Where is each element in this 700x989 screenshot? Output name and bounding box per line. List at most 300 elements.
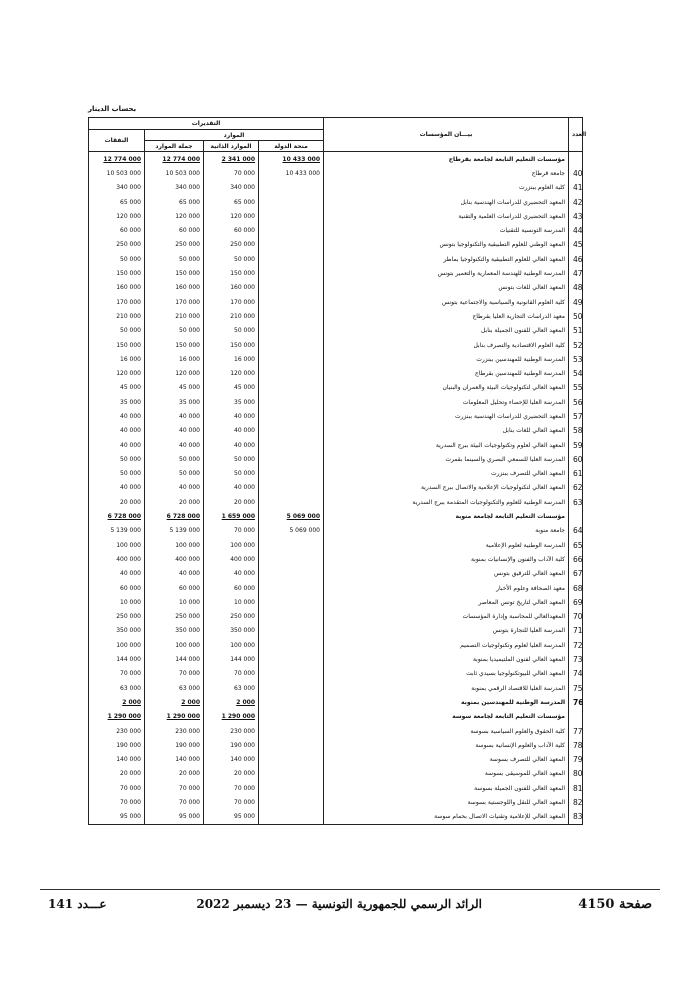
state-grant-cell <box>259 567 324 581</box>
expenses-cell: 210 000 <box>89 309 145 323</box>
state-grant-cell <box>259 338 324 352</box>
institution-name: كلية الآداب والفنون والإنسانيات بمنوبة <box>324 552 569 566</box>
table-row <box>89 724 583 738</box>
own-resources-cell: 150 000 <box>204 338 259 352</box>
row-number: 55 <box>569 381 583 395</box>
resources-header: الموارد <box>145 130 324 141</box>
total-resources-cell: 170 000 <box>145 295 204 309</box>
institution-name: المعهد التحضيري للدراسات الهندسية بنابل <box>324 195 569 209</box>
row-number: 61 <box>569 467 583 481</box>
table-row <box>89 238 583 252</box>
own-resources-cell: 70 000 <box>204 166 259 180</box>
total-resources-cell: 160 000 <box>145 281 204 295</box>
table-row <box>89 781 583 795</box>
table-row <box>89 381 583 395</box>
own-resources-cell: 190 000 <box>204 738 259 752</box>
own-resources-cell: 35 000 <box>204 395 259 409</box>
row-number: 43 <box>569 209 583 223</box>
table-row <box>89 538 583 552</box>
total-resources-cell: 10 000 <box>145 595 204 609</box>
own-resources-cell: 100 000 <box>204 538 259 552</box>
state-grant-cell <box>259 581 324 595</box>
institutions-header: بيـــان المؤسسات <box>324 118 569 152</box>
institution-name: المعهد العالي للترقيق بتونس <box>324 567 569 581</box>
total-resources-cell: 100 000 <box>145 638 204 652</box>
own-resources-cell: 95 000 <box>204 810 259 825</box>
expenses-cell: 70 000 <box>89 781 145 795</box>
institution-name: المعهد التحضيري للدراسات الهندسية ببنزرت <box>324 409 569 423</box>
own-resources-cell: 1 659 000 <box>204 509 259 523</box>
own-resources-cell: 170 000 <box>204 295 259 309</box>
expenses-cell: 120 000 <box>89 366 145 380</box>
expenses-cell: 60 000 <box>89 223 145 237</box>
table-row <box>89 252 583 266</box>
expenses-cell: 50 000 <box>89 452 145 466</box>
own-resources-cell: 230 000 <box>204 724 259 738</box>
table-row <box>89 567 583 581</box>
row-number: 59 <box>569 438 583 452</box>
table-row <box>89 795 583 809</box>
row-number: 79 <box>569 752 583 766</box>
row-number: 73 <box>569 652 583 666</box>
state-grant-cell: 5 069 000 <box>259 524 324 538</box>
own-resources-cell: 120 000 <box>204 209 259 223</box>
total-resources-cell: 35 000 <box>145 395 204 409</box>
expenses-cell: 70 000 <box>89 667 145 681</box>
row-number: 62 <box>569 481 583 495</box>
expenses-cell: 16 000 <box>89 352 145 366</box>
state-grant-cell <box>259 738 324 752</box>
total-resources-cell: 70 000 <box>145 795 204 809</box>
institution-name: المعهد التحضيري للدراسات العلمية والتقنية <box>324 209 569 223</box>
state-grant-cell <box>259 752 324 766</box>
institution-name: كلية العلوم القانونية والسياسية والاجتماعية بتونس <box>324 295 569 309</box>
own-resources-cell: 40 000 <box>204 481 259 495</box>
table-row <box>89 638 583 652</box>
state-grant-cell <box>259 781 324 795</box>
institution-name: المعهد العالي لتاريخ تونس المعاصر <box>324 595 569 609</box>
own-resources-cell: 50 000 <box>204 467 259 481</box>
own-resources-cell: 50 000 <box>204 324 259 338</box>
row-number: 50 <box>569 309 583 323</box>
own-resources-cell: 40 000 <box>204 567 259 581</box>
state-grant-cell <box>259 195 324 209</box>
state-grant-cell <box>259 238 324 252</box>
table-row <box>89 624 583 638</box>
institution-name: المدرسة العليا للتجارة بتونس <box>324 624 569 638</box>
own-resources-cell: 65 000 <box>204 195 259 209</box>
own-resources-cell: 63 000 <box>204 681 259 695</box>
institution-name: معهد الصحافة وعلوم الأخبار <box>324 581 569 595</box>
row-number: 53 <box>569 352 583 366</box>
expenses-cell: 340 000 <box>89 181 145 195</box>
own-resources-cell: 120 000 <box>204 366 259 380</box>
institution-name: معهد الدراسات التجارية العليا بقرطاج <box>324 309 569 323</box>
group-row <box>89 710 583 724</box>
state-grant-cell <box>259 452 324 466</box>
issue-number: عـــدد 141 <box>48 897 107 911</box>
total-resources-cell: 120 000 <box>145 209 204 223</box>
row-number <box>569 509 583 523</box>
row-number: 44 <box>569 223 583 237</box>
institution-name: المعهد العالي للغات بتونس <box>324 281 569 295</box>
expenses-cell: 10 000 <box>89 595 145 609</box>
own-resources-cell: 150 000 <box>204 266 259 280</box>
state-grant-cell <box>259 309 324 323</box>
table-row <box>89 366 583 380</box>
table-row <box>89 166 583 180</box>
state-grant-cell <box>259 681 324 695</box>
expenses-cell: 190 000 <box>89 738 145 752</box>
table-row <box>89 738 583 752</box>
state-grant-cell <box>259 495 324 509</box>
total-resources-cell: 2 000 <box>145 695 204 709</box>
expenses-cell: 12 774 000 <box>89 152 145 167</box>
table-row <box>89 324 583 338</box>
institution-name: المدرسة العليا للإحصاء وتحليل المعلومات <box>324 395 569 409</box>
own-resources-cell: 350 000 <box>204 624 259 638</box>
table-row <box>89 467 583 481</box>
row-number: 63 <box>569 495 583 509</box>
institution-name: المعهد العالي للموسيقى بسوسة <box>324 767 569 781</box>
total-resources-cell: 150 000 <box>145 338 204 352</box>
expenses-cell: 5 139 000 <box>89 524 145 538</box>
own-resources-cell: 2 341 000 <box>204 152 259 167</box>
row-number: 76 <box>569 695 583 709</box>
total-resources-cell: 100 000 <box>145 538 204 552</box>
table-row <box>89 409 583 423</box>
state-grant-cell <box>259 438 324 452</box>
table-row <box>89 495 583 509</box>
total-resources-cell: 144 000 <box>145 652 204 666</box>
institution-name: المعهد العالي للفنون الجميلة بسوسة <box>324 781 569 795</box>
state-grant-cell <box>259 652 324 666</box>
total-resources-cell: 350 000 <box>145 624 204 638</box>
expenses-cell: 150 000 <box>89 338 145 352</box>
state-grant-cell: 10 433 000 <box>259 152 324 167</box>
row-number: 83 <box>569 810 583 825</box>
expenses-cell: 45 000 <box>89 381 145 395</box>
row-number: 74 <box>569 667 583 681</box>
group-row <box>89 509 583 523</box>
expenses-cell: 170 000 <box>89 295 145 309</box>
institution-name: المعهد العالي للعلوم التطبيقية والتكنولوجيا بماطر <box>324 252 569 266</box>
table-row <box>89 481 583 495</box>
expenses-cell: 6 728 000 <box>89 509 145 523</box>
institution-name: المدرسة التونسية للتقنيات <box>324 223 569 237</box>
row-number: 52 <box>569 338 583 352</box>
total-resources-cell: 50 000 <box>145 324 204 338</box>
own-resources-cell: 20 000 <box>204 767 259 781</box>
state-grant-cell <box>259 667 324 681</box>
row-number: 66 <box>569 552 583 566</box>
row-number: 65 <box>569 538 583 552</box>
state-grant-cell <box>259 366 324 380</box>
own-resources-cell: 50 000 <box>204 452 259 466</box>
state-grant-cell <box>259 552 324 566</box>
row-number: 45 <box>569 238 583 252</box>
total-resources-cell: 70 000 <box>145 781 204 795</box>
institution-name: المعهد العالي لعلوم وتكنولوجيات البيئة ببرج السدرية <box>324 438 569 452</box>
own-resources-cell: 70 000 <box>204 667 259 681</box>
own-resources-cell: 60 000 <box>204 581 259 595</box>
row-number: 42 <box>569 195 583 209</box>
total-resources-cell: 12 774 000 <box>145 152 204 167</box>
row-number: 40 <box>569 166 583 180</box>
institution-name: المعهد العالي للبيوتكنولوجيا بسيدي ثابت <box>324 667 569 681</box>
state-grant-cell <box>259 409 324 423</box>
institution-name: المعهدالعالي للمحاسبة وإدارة المؤسسات <box>324 610 569 624</box>
total-resources-cell: 250 000 <box>145 610 204 624</box>
total-resources-cell: 1 290 000 <box>145 710 204 724</box>
table-row <box>89 610 583 624</box>
total-resources-cell: 190 000 <box>145 738 204 752</box>
row-number: 48 <box>569 281 583 295</box>
row-number: 80 <box>569 767 583 781</box>
table-row <box>89 223 583 237</box>
state-grant-header: منحة الدولة <box>259 141 324 152</box>
row-number: 57 <box>569 409 583 423</box>
own-resources-header: الموارد الذاتية <box>204 141 259 152</box>
institution-name: المعهد العالي لتكنولوجيات الإعلامية والاتصال ببرج السدرية <box>324 481 569 495</box>
own-resources-cell: 250 000 <box>204 610 259 624</box>
own-resources-cell: 70 000 <box>204 795 259 809</box>
row-number: 78 <box>569 738 583 752</box>
own-resources-cell: 40 000 <box>204 438 259 452</box>
row-number: 67 <box>569 567 583 581</box>
institution-name: المعهد العالي للإعلامية وتقنيات الاتصال بحمام سوسة <box>324 810 569 825</box>
total-resources-cell: 65 000 <box>145 195 204 209</box>
state-grant-cell <box>259 610 324 624</box>
institution-name: المدرسة الوطنية للمهندسين ببنزرت <box>324 352 569 366</box>
own-resources-cell: 40 000 <box>204 424 259 438</box>
state-grant-cell <box>259 281 324 295</box>
row-number: 69 <box>569 595 583 609</box>
row-number: 64 <box>569 524 583 538</box>
expenses-cell: 40 000 <box>89 481 145 495</box>
expenses-cell: 150 000 <box>89 266 145 280</box>
row-number: 75 <box>569 681 583 695</box>
institution-name: جامعة قرطاج <box>324 166 569 180</box>
own-resources-cell: 60 000 <box>204 223 259 237</box>
own-resources-cell: 20 000 <box>204 495 259 509</box>
number-header: العدد <box>569 118 583 152</box>
row-number <box>569 152 583 167</box>
table-row <box>89 181 583 195</box>
state-grant-cell <box>259 424 324 438</box>
institution-name: كلية الحقوق والعلوم السياسية بسوسة <box>324 724 569 738</box>
row-number: 41 <box>569 181 583 195</box>
row-number <box>569 710 583 724</box>
footer-divider <box>40 889 660 890</box>
table-row <box>89 295 583 309</box>
total-resources-cell: 63 000 <box>145 681 204 695</box>
own-resources-cell: 1 290 000 <box>204 710 259 724</box>
expenses-cell: 140 000 <box>89 752 145 766</box>
state-grant-cell <box>259 395 324 409</box>
institution-name: المدرسة العليا للسمعي البصري والسينما بقمرت <box>324 452 569 466</box>
expenses-cell: 350 000 <box>89 624 145 638</box>
table-row <box>89 309 583 323</box>
table-row <box>89 209 583 223</box>
state-grant-cell <box>259 767 324 781</box>
total-resources-header: جملة الموارد <box>145 141 204 152</box>
state-grant-cell <box>259 624 324 638</box>
expenses-cell: 95 000 <box>89 810 145 825</box>
state-grant-cell <box>259 352 324 366</box>
total-resources-cell: 210 000 <box>145 309 204 323</box>
total-resources-cell: 10 503 000 <box>145 166 204 180</box>
state-grant-cell <box>259 324 324 338</box>
institution-name: مؤسسات التعليم التابعة لجامعة منوبة <box>324 509 569 523</box>
total-resources-cell: 250 000 <box>145 238 204 252</box>
row-number: 58 <box>569 424 583 438</box>
expenses-cell: 160 000 <box>89 281 145 295</box>
table-row <box>89 752 583 766</box>
institution-name: المدرسة الوطنية للمهندسين بقرطاج <box>324 366 569 380</box>
own-resources-cell: 400 000 <box>204 552 259 566</box>
state-grant-cell <box>259 710 324 724</box>
table-row <box>89 281 583 295</box>
total-resources-cell: 40 000 <box>145 424 204 438</box>
institution-name: المدرسة الوطنية لعلوم الإعلامية <box>324 538 569 552</box>
page-number: صفحة 4150 <box>578 897 652 912</box>
institution-name: كلية العلوم الاقتصادية والتصرف بنابل <box>324 338 569 352</box>
expenses-cell: 120 000 <box>89 209 145 223</box>
row-number: 56 <box>569 395 583 409</box>
table-row <box>89 195 583 209</box>
expenses-cell: 40 000 <box>89 438 145 452</box>
total-resources-cell: 20 000 <box>145 767 204 781</box>
state-grant-cell: 10 433 000 <box>259 166 324 180</box>
state-grant-cell <box>259 795 324 809</box>
own-resources-cell: 40 000 <box>204 409 259 423</box>
institution-name: مؤسسات التعليم التابعة لجامعة بقرطاج <box>324 152 569 167</box>
expenses-cell: 230 000 <box>89 724 145 738</box>
expenses-header: النفقات <box>89 130 145 152</box>
total-resources-cell: 230 000 <box>145 724 204 738</box>
institution-name: كلية الآداب والعلوم الإنسانية بسوسة <box>324 738 569 752</box>
total-resources-cell: 40 000 <box>145 481 204 495</box>
total-resources-cell: 140 000 <box>145 752 204 766</box>
state-grant-cell <box>259 181 324 195</box>
institution-name: المعهد العالي للغات بنابل <box>324 424 569 438</box>
total-resources-cell: 95 000 <box>145 810 204 825</box>
row-number: 77 <box>569 724 583 738</box>
own-resources-cell: 10 000 <box>204 595 259 609</box>
estimates-header: التقديرات <box>89 118 324 130</box>
expenses-cell: 63 000 <box>89 681 145 695</box>
total-resources-cell: 40 000 <box>145 409 204 423</box>
table-row <box>89 667 583 681</box>
row-number: 82 <box>569 795 583 809</box>
total-resources-cell: 40 000 <box>145 567 204 581</box>
state-grant-cell <box>259 695 324 709</box>
own-resources-cell: 50 000 <box>204 252 259 266</box>
expenses-cell: 250 000 <box>89 610 145 624</box>
table-row <box>89 424 583 438</box>
state-grant-cell <box>259 595 324 609</box>
institution-name: كلية العلوم ببنزرت <box>324 181 569 195</box>
total-resources-cell: 400 000 <box>145 552 204 566</box>
own-resources-cell: 140 000 <box>204 752 259 766</box>
own-resources-cell: 100 000 <box>204 638 259 652</box>
expenses-cell: 50 000 <box>89 324 145 338</box>
expenses-cell: 10 503 000 <box>89 166 145 180</box>
row-number: 47 <box>569 266 583 280</box>
row-number: 70 <box>569 610 583 624</box>
institution-name: المعهد العالي لفنون الملتيميديا بمنوبة <box>324 652 569 666</box>
expenses-cell: 2 000 <box>89 695 145 709</box>
own-resources-cell: 250 000 <box>204 238 259 252</box>
expenses-cell: 400 000 <box>89 552 145 566</box>
total-resources-cell: 120 000 <box>145 366 204 380</box>
institution-name: جامعة منوبة <box>324 524 569 538</box>
expenses-cell: 100 000 <box>89 638 145 652</box>
state-grant-cell <box>259 209 324 223</box>
institution-name: المدرسة العليا للاقتصاد الرقمي بمنوبة <box>324 681 569 695</box>
expenses-cell: 50 000 <box>89 467 145 481</box>
own-resources-cell: 340 000 <box>204 181 259 195</box>
state-grant-cell <box>259 223 324 237</box>
row-number: 81 <box>569 781 583 795</box>
expenses-cell: 1 290 000 <box>89 710 145 724</box>
total-resources-cell: 50 000 <box>145 452 204 466</box>
expenses-cell: 60 000 <box>89 581 145 595</box>
state-grant-cell <box>259 481 324 495</box>
state-grant-cell <box>259 810 324 825</box>
own-resources-cell: 45 000 <box>204 381 259 395</box>
institution-name: المعهد العالي لتكنولوجيات البيئة والعمران والبنيان <box>324 381 569 395</box>
table-row <box>89 438 583 452</box>
state-grant-cell <box>259 724 324 738</box>
table-row <box>89 266 583 280</box>
row-number: 49 <box>569 295 583 309</box>
table-row <box>89 652 583 666</box>
institution-name: المدرسة الوطنية للمهندسين بمنوبة <box>324 695 569 709</box>
expenses-cell: 70 000 <box>89 795 145 809</box>
expenses-cell: 144 000 <box>89 652 145 666</box>
state-grant-cell <box>259 381 324 395</box>
table-row <box>89 595 583 609</box>
table-row <box>89 352 583 366</box>
own-resources-cell: 210 000 <box>204 309 259 323</box>
row-number: 68 <box>569 581 583 595</box>
institution-name: مؤسسات التعليم التابعة لجامعة سوسة <box>324 710 569 724</box>
table-row <box>89 395 583 409</box>
gazette-title: الرائد الرسمي للجمهورية التونسية — 23 ديسمبر 2022 <box>196 897 482 911</box>
expenses-cell: 20 000 <box>89 495 145 509</box>
institution-name: المدرسة العليا لعلوم وتكنولوجيات التصميم <box>324 638 569 652</box>
state-grant-cell <box>259 295 324 309</box>
total-resources-cell: 70 000 <box>145 667 204 681</box>
table-body <box>89 152 583 825</box>
total-resources-cell: 45 000 <box>145 381 204 395</box>
own-resources-cell: 144 000 <box>204 652 259 666</box>
total-resources-cell: 5 139 000 <box>145 524 204 538</box>
state-grant-cell <box>259 638 324 652</box>
table-row <box>89 767 583 781</box>
total-resources-cell: 40 000 <box>145 438 204 452</box>
expenses-cell: 35 000 <box>89 395 145 409</box>
institution-name: المعهد العالي للفنون الجميلة بنابل <box>324 324 569 338</box>
own-resources-cell: 2 000 <box>204 695 259 709</box>
expenses-cell: 100 000 <box>89 538 145 552</box>
total-resources-cell: 6 728 000 <box>145 509 204 523</box>
total-resources-cell: 50 000 <box>145 252 204 266</box>
state-grant-cell: 5 069 000 <box>259 509 324 523</box>
state-grant-cell <box>259 266 324 280</box>
